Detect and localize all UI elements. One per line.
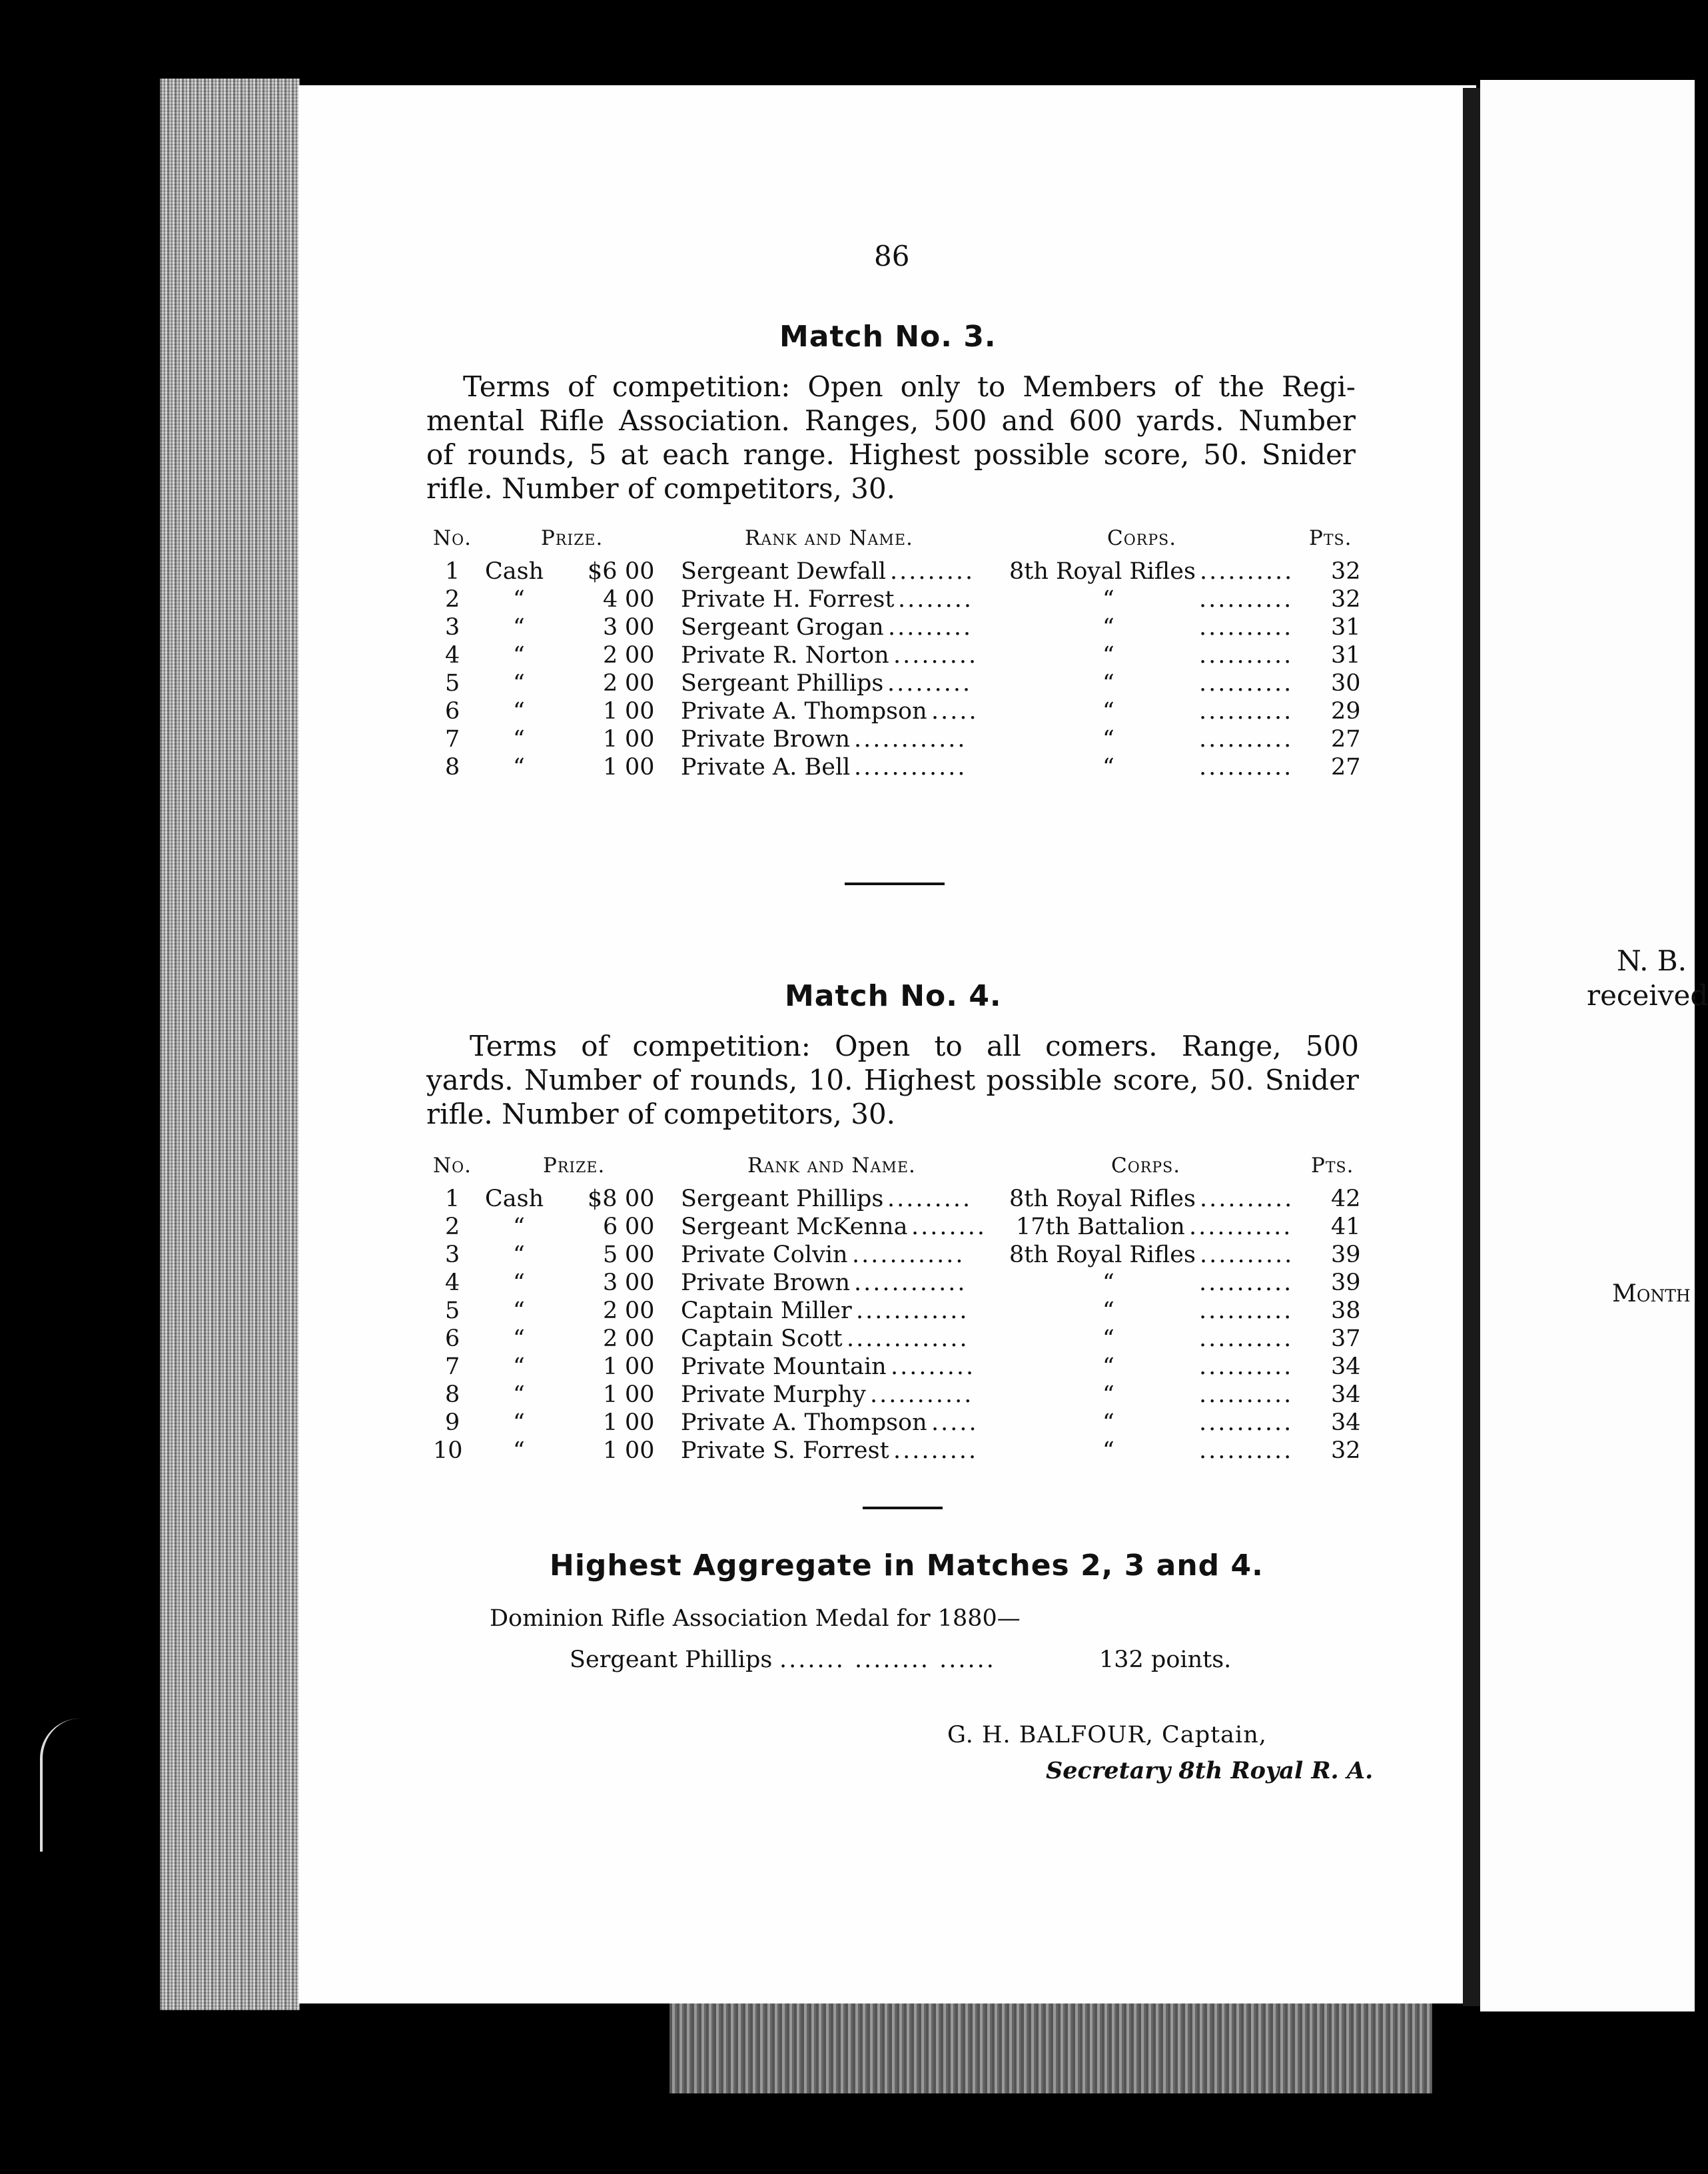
match-3-col-pts: Pts.	[1309, 526, 1352, 550]
prize-dollars: 2	[603, 670, 618, 697]
competitor-corps: 17th Battalion	[1016, 1214, 1185, 1240]
match-3-terms-line: Terms of competition: Open only to Members of the Regi-	[463, 370, 1356, 403]
leader-dots: .........	[893, 642, 979, 669]
section-divider	[863, 1507, 943, 1509]
leader-dots: ............	[856, 1297, 969, 1324]
prize-dollars: 5	[603, 1242, 618, 1268]
page-number: 86	[874, 240, 910, 272]
prize-dollars: 4	[603, 586, 618, 613]
match-4-col-no: No.	[433, 1154, 472, 1178]
leader-dots: ..........	[1200, 558, 1294, 585]
points: 39	[1331, 1242, 1361, 1268]
competitor-corps: “	[1102, 698, 1114, 725]
points: 34	[1331, 1353, 1361, 1380]
prize-cents: 00	[625, 1409, 655, 1436]
leader-dots: .........	[891, 1353, 976, 1380]
prize-dollars: 3	[603, 1269, 618, 1296]
prize-type: “	[513, 1269, 525, 1296]
prize-cents: 00	[625, 586, 655, 613]
competitor-corps: “	[1102, 726, 1114, 753]
row-number: 1	[445, 1186, 460, 1212]
prize-cents: 00	[625, 1186, 655, 1212]
section-divider	[845, 883, 945, 885]
leader-dots: ..........	[1199, 726, 1294, 753]
competitor-name: Private Brown	[681, 726, 851, 753]
prize-type: “	[513, 1214, 525, 1240]
match-3-col-prize: Prize.	[541, 526, 604, 550]
competitor-name: Sergeant McKenna	[681, 1214, 908, 1240]
prize-dollars: 2	[603, 642, 618, 669]
prize-type: “	[513, 1353, 525, 1380]
match-4-col-pts: Pts.	[1311, 1154, 1354, 1178]
row-number: 6	[445, 698, 460, 725]
points: 42	[1331, 1186, 1361, 1212]
competitor-corps: “	[1102, 1269, 1114, 1296]
prize-dollars: 1	[603, 698, 618, 725]
signature-title: Secretary 8th Royal R. A.	[1046, 1757, 1374, 1784]
leader-dots: ..........	[1199, 1409, 1294, 1436]
prize-cents: 00	[625, 698, 655, 725]
competitor-name: Captain Miller	[681, 1297, 852, 1324]
prize-dollars: 1	[603, 1437, 618, 1464]
points: 32	[1331, 558, 1361, 585]
competitor-corps: “	[1102, 1325, 1114, 1352]
prize-cents: 00	[625, 726, 655, 753]
leader-dots: ..........	[1200, 1186, 1294, 1212]
leader-dots: .........	[888, 614, 973, 641]
row-number: 9	[445, 1409, 460, 1436]
prize-type: Cash	[485, 1186, 544, 1212]
prize-type: “	[513, 1409, 525, 1436]
leader-dots: ..........	[1199, 698, 1294, 725]
match-4-terms	[426, 1029, 1359, 1131]
competitor-corps: “	[1102, 1409, 1114, 1436]
leader-dots: .........	[887, 670, 973, 697]
competitor-name: Private R. Norton	[681, 642, 889, 669]
prize-dollars: $8	[588, 1186, 618, 1212]
prize-type: “	[513, 614, 525, 641]
prize-type: “	[513, 1325, 525, 1352]
points: 27	[1331, 754, 1361, 781]
row-number: 1	[445, 558, 460, 585]
prize-cents: 00	[625, 754, 655, 781]
prize-dollars: $6	[588, 558, 618, 585]
prize-cents: 00	[625, 1269, 655, 1296]
aggregate-score: 132 points.	[1099, 1646, 1232, 1673]
leader-dots: ............	[852, 1242, 965, 1268]
leader-dots: ..........	[1199, 754, 1294, 781]
aggregate-medal: Dominion Rifle Association Medal for 1880—	[490, 1605, 1021, 1632]
match-4-title: Match No. 4.	[785, 979, 1002, 1013]
points: 34	[1331, 1381, 1361, 1408]
competitor-name: Private A. Thompson	[681, 1409, 927, 1436]
leader-dots: .............	[847, 1325, 969, 1352]
points: 32	[1331, 586, 1361, 613]
leader-dots: .........	[893, 1437, 979, 1464]
leader-dots: .........	[890, 558, 975, 585]
prize-cents: 00	[625, 1214, 655, 1240]
points: 30	[1331, 670, 1361, 697]
points: 32	[1331, 1437, 1361, 1464]
prize-cents: 00	[625, 614, 655, 641]
leader-dots: ........	[911, 1214, 987, 1240]
prize-type: “	[513, 1381, 525, 1408]
competitor-name: Private Mountain	[681, 1353, 887, 1380]
competitor-corps: “	[1102, 670, 1114, 697]
prize-type: Cash	[485, 558, 544, 585]
prize-cents: 00	[625, 670, 655, 697]
prize-type: “	[513, 726, 525, 753]
competitor-corps: “	[1102, 1297, 1114, 1324]
competitor-corps: “	[1102, 586, 1114, 613]
match-3-terms-line: rifle. Number of competitors, 30.	[426, 472, 896, 505]
competitor-corps: “	[1102, 614, 1114, 641]
row-number: 5	[445, 670, 460, 697]
row-number: 2	[445, 586, 460, 613]
leader-dots: ..........	[1199, 642, 1294, 669]
competitor-name: Private A. Bell	[681, 754, 851, 781]
prize-cents: 00	[625, 1242, 655, 1268]
prize-type: “	[513, 1242, 525, 1268]
aggregate-winner: Sergeant Phillips	[570, 1646, 773, 1673]
row-number: 6	[445, 1325, 460, 1352]
competitor-corps: 8th Royal Rifles	[1009, 558, 1196, 585]
points: 39	[1331, 1269, 1361, 1296]
competitor-name: Private A. Thompson	[681, 698, 927, 725]
leader-dots: .....	[931, 698, 979, 725]
prize-cents: 00	[625, 1381, 655, 1408]
match-4-col-name: Rank and Name.	[747, 1154, 916, 1178]
prize-dollars: 1	[603, 726, 618, 753]
leader-dots: ...........	[870, 1381, 974, 1408]
row-number: 3	[445, 614, 460, 641]
prize-cents: 00	[625, 1437, 655, 1464]
competitor-name: Private H. Forrest	[681, 586, 895, 613]
competitor-name: Captain Scott	[681, 1325, 843, 1352]
prize-type: “	[513, 586, 525, 613]
leader-dots: ..........	[1199, 586, 1294, 613]
signature-name: G. H. BALFOUR, Captain,	[947, 1722, 1267, 1748]
match-3-col-no: No.	[433, 526, 472, 550]
competitor-name: Sergeant Grogan	[681, 614, 884, 641]
prize-type: “	[513, 1297, 525, 1324]
leader-dots: ..........	[1199, 1353, 1294, 1380]
match-4-col-corps: Corps.	[1111, 1154, 1181, 1178]
row-number: 4	[445, 642, 460, 669]
leader-dots: ..........	[1199, 1297, 1294, 1324]
prize-cents: 00	[625, 1297, 655, 1324]
leader-dots: ............	[854, 1269, 967, 1296]
match-3-terms-line: mental Rifle Association. Ranges, 500 and 600 yards. Number	[426, 404, 1356, 437]
leader-dots: ........	[898, 586, 974, 613]
prize-dollars: 1	[603, 1381, 618, 1408]
prize-dollars: 1	[603, 1409, 618, 1436]
match-4-col-prize: Prize.	[543, 1154, 606, 1178]
prize-type: “	[513, 698, 525, 725]
match-3-title: Match No. 3.	[779, 320, 997, 354]
row-number: 5	[445, 1297, 460, 1324]
prize-cents: 00	[625, 558, 655, 585]
leader-dots: ..........	[1200, 1242, 1294, 1268]
row-number: 7	[445, 726, 460, 753]
match-3-col-name: Rank and Name.	[745, 526, 913, 550]
competitor-name: Sergeant Phillips	[681, 670, 884, 697]
prize-dollars: 2	[603, 1297, 618, 1324]
points: 31	[1331, 614, 1361, 641]
adjacent-page-fragment-1: N. B.	[1617, 944, 1687, 977]
points: 34	[1331, 1409, 1361, 1436]
leader-dots: .........	[887, 1186, 973, 1212]
match-3-terms-line: of rounds, 5 at each range. Highest possible score, 50. Snider	[426, 438, 1356, 471]
competitor-corps: “	[1102, 642, 1114, 669]
leader-dots: ..........	[1199, 1381, 1294, 1408]
points: 38	[1331, 1297, 1361, 1324]
prize-cents: 00	[625, 1353, 655, 1380]
leader-dots: ..........	[1199, 1325, 1294, 1352]
competitor-name: Sergeant Phillips	[681, 1186, 884, 1212]
points: 37	[1331, 1325, 1361, 1352]
leader-dots: ..........	[1199, 614, 1294, 641]
row-number: 7	[445, 1353, 460, 1380]
competitor-name: Private Colvin	[681, 1242, 848, 1268]
row-number: 10	[433, 1437, 463, 1464]
competitor-name: Sergeant Dewfall	[681, 558, 887, 585]
points: 41	[1331, 1214, 1361, 1240]
competitor-corps: “	[1102, 1381, 1114, 1408]
prize-type: “	[513, 642, 525, 669]
prize-type: “	[513, 670, 525, 697]
leader-dots: .....	[931, 1409, 979, 1436]
leader-dots: ............	[854, 726, 967, 753]
leader-dots: ..........	[1199, 1437, 1294, 1464]
match-4-terms-line: rifle. Number of competitors, 30.	[426, 1098, 896, 1130]
row-number: 8	[445, 754, 460, 781]
row-number: 4	[445, 1269, 460, 1296]
prize-type: “	[513, 1437, 525, 1464]
prize-dollars: 3	[603, 614, 618, 641]
leader-dots: ............	[854, 754, 967, 781]
competitor-corps: 8th Royal Rifles	[1009, 1242, 1196, 1268]
row-number: 3	[445, 1242, 460, 1268]
prize-cents: 00	[625, 1325, 655, 1352]
prize-dollars: 2	[603, 1325, 618, 1352]
points: 27	[1331, 726, 1361, 753]
leader-dots: ..........	[1199, 1269, 1294, 1296]
leader-dots: ...........	[1189, 1214, 1293, 1240]
match-3-col-corps: Corps.	[1107, 526, 1177, 550]
competitor-name: Private S. Forrest	[681, 1437, 889, 1464]
leader-dots: ..........	[1199, 670, 1294, 697]
row-number: 2	[445, 1214, 460, 1240]
prize-dollars: 1	[603, 754, 618, 781]
row-number: 8	[445, 1381, 460, 1408]
prize-dollars: 6	[603, 1214, 618, 1240]
competitor-name: Private Murphy	[681, 1381, 866, 1408]
aggregate-leader-dots: ....... ........ ......	[779, 1646, 996, 1673]
prize-dollars: 1	[603, 1353, 618, 1380]
aggregate-title: Highest Aggregate in Matches 2, 3 and 4.	[550, 1549, 1264, 1583]
match-3-terms	[426, 370, 1356, 506]
adjacent-page-fragment-2: received	[1587, 979, 1708, 1012]
match-4-terms-line: yards. Number of rounds, 10. Highest possible score, 50. Snider	[426, 1064, 1359, 1096]
adjacent-page-fragment-3: Month	[1612, 1280, 1691, 1307]
competitor-corps: “	[1102, 1353, 1114, 1380]
competitor-corps: “	[1102, 1437, 1114, 1464]
match-4-terms-line: Terms of competition: Open to all comers. Range, 500	[470, 1030, 1359, 1062]
competitor-corps: “	[1102, 754, 1114, 781]
competitor-corps: 8th Royal Rifles	[1009, 1186, 1196, 1212]
points: 29	[1331, 698, 1361, 725]
competitor-name: Private Brown	[681, 1269, 851, 1296]
points: 31	[1331, 642, 1361, 669]
prize-cents: 00	[625, 642, 655, 669]
prize-type: “	[513, 754, 525, 781]
